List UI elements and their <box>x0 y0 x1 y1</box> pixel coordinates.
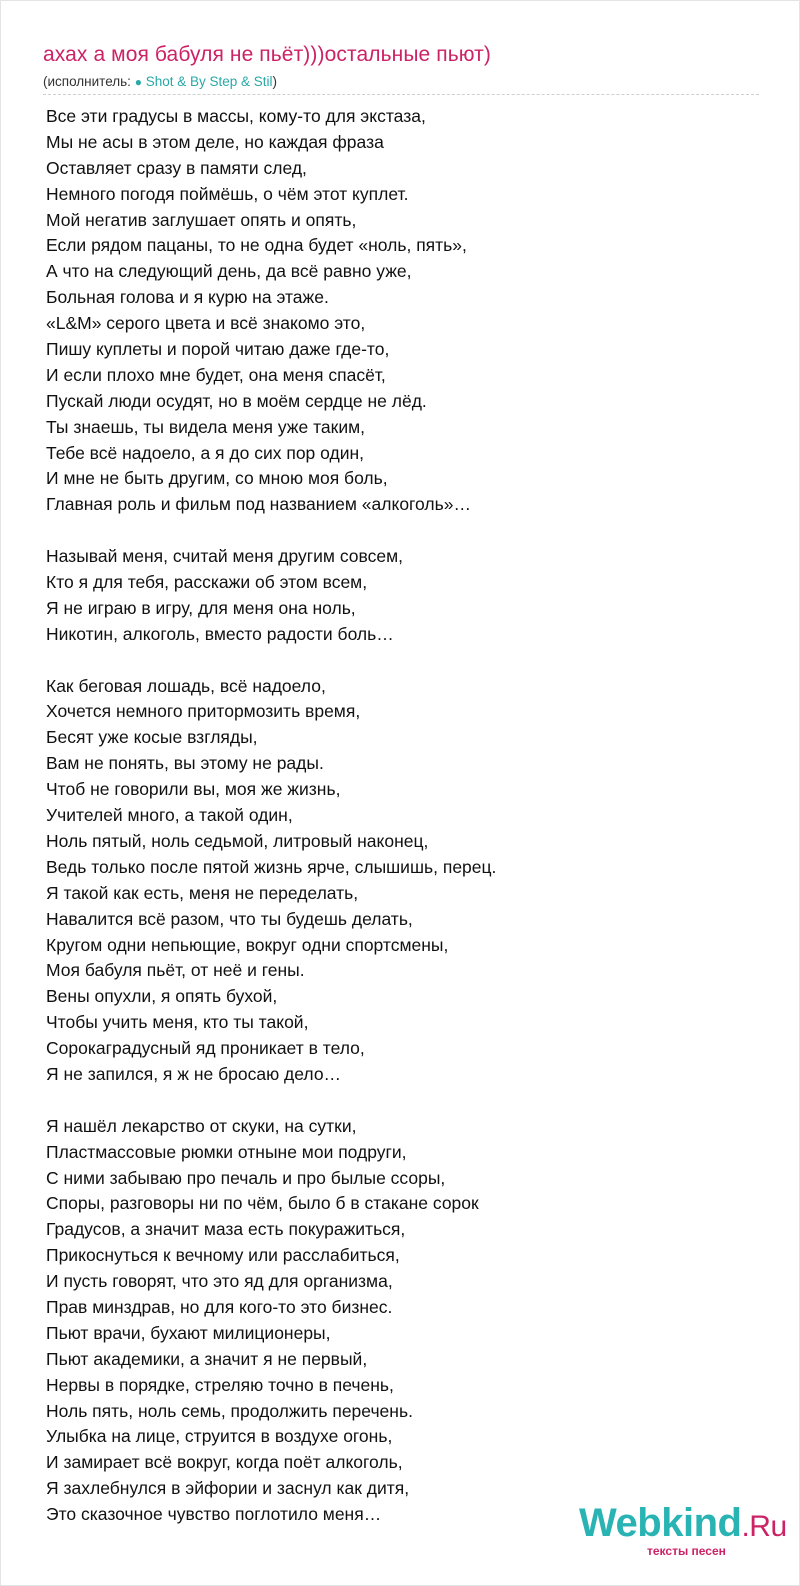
lyric-line: Споры, разговоры ни по чём, было б в стакане сорок <box>46 1193 479 1214</box>
lyric-line: Прикоснуться к вечному или расслабиться, <box>46 1245 400 1266</box>
lyric-line: Чтоб не говорили вы, моя же жизнь, <box>46 779 341 800</box>
lyric-line: Градусов, а значит маза есть покуражиться, <box>46 1219 406 1240</box>
lyric-line: Больная голова и я курю на этаже. <box>46 287 329 308</box>
lyric-line: Называй меня, считай меня другим совсем, <box>46 546 403 567</box>
lyrics-stanza <box>46 544 766 648</box>
lyric-line: Ты знаешь, ты видела меня уже таким, <box>46 416 365 437</box>
lyric-line: Ноль пять, ноль семь, продолжить перечень. <box>46 1400 413 1421</box>
lyric-line: Тебе всё надоело, а я до сих пор один, <box>46 442 365 463</box>
title-divider <box>43 94 759 95</box>
logo-tagline: тексты песен <box>647 1544 726 1558</box>
lyric-line: Пишу куплеты и порой читаю даже где-то, <box>46 339 390 360</box>
lyric-line: Немного погодя поймёшь, о чём этот куплет. <box>46 183 409 204</box>
lyric-line: Кто я для тебя, расскажи об этом всем, <box>46 572 368 593</box>
site-logo[interactable] <box>579 1501 787 1561</box>
lyric-line: Если рядом пацаны, то не одна будет «ноль, пять», <box>46 235 467 256</box>
lyric-line: Навалится всё разом, что ты будешь делать, <box>46 908 413 929</box>
lyrics-stanza <box>46 674 766 1088</box>
lyric-line: И пусть говорят, что это яд для организма, <box>46 1271 393 1292</box>
lyric-line: Главная роль и фильм под названием «алкоголь»… <box>46 494 471 515</box>
lyric-line: Бесят уже косые взгляды, <box>46 727 258 748</box>
lyric-line: Оставляет сразу в памяти след, <box>46 157 307 178</box>
lyric-line: Я такой как есть, меня не переделать, <box>46 882 359 903</box>
lyric-line: Нервы в порядке, стреляю точно в печень, <box>46 1374 394 1395</box>
lyric-line: Это сказочное чувство поглотило меня… <box>46 1504 382 1525</box>
lyric-line: «L&M» серого цвета и всё знакомо это, <box>46 313 366 334</box>
lyrics-stanza <box>46 104 766 518</box>
lyric-line: Прав минздрав, но для кого-то это бизнес. <box>46 1296 393 1317</box>
lyric-line: Сорокаградусный яд проникает в тело, <box>46 1038 365 1059</box>
logo-brand: Webkind <box>579 1501 742 1545</box>
lyric-line: Вены опухли, я опять бухой, <box>46 986 278 1007</box>
lyric-line: Пластмассовые рюмки отныне мои подруги, <box>46 1141 407 1162</box>
bullet-icon: ● <box>134 75 142 89</box>
lyric-line: Кругом одни непьющие, вокруг одни спортсмены, <box>46 934 449 955</box>
lyric-line: Никотин, алкоголь, вместо радости боль… <box>46 623 394 644</box>
lyric-line: Мы не асы в этом деле, но каждая фраза <box>46 131 384 152</box>
artist-suffix: ) <box>272 74 278 89</box>
lyric-line: Все эти градусы в массы, кому-то для экстаза, <box>46 106 426 126</box>
lyric-line: С ними забываю про печаль и про былые ссоры, <box>46 1167 446 1188</box>
lyric-line: Ноль пятый, ноль седьмой, литровый наконец, <box>46 830 429 851</box>
lyric-line: Вам не понять, вы этому не рады. <box>46 753 324 774</box>
lyric-line: А что на следующий день, да всё равно уже, <box>46 261 412 282</box>
lyric-line: Я не запился, я ж не бросаю дело… <box>46 1063 342 1084</box>
artist-line <box>43 74 277 89</box>
lyrics-body <box>46 104 766 1528</box>
lyric-line: Пускай люди осудят, но в моём сердце не лёд. <box>46 390 427 411</box>
lyric-line: Я нашёл лекарство от скуки, на сутки, <box>46 1115 357 1136</box>
song-title: ахах а моя бабуля не пьёт)))остальные пьют) <box>43 43 491 66</box>
lyric-line: Как беговая лошадь, всё надоело, <box>46 675 326 696</box>
lyric-line: Мой негатив заглушает опять и опять, <box>46 209 357 230</box>
lyric-line: И замирает всё вокруг, когда поёт алкоголь, <box>46 1452 403 1473</box>
lyric-line: Чтобы учить меня, кто ты такой, <box>46 1012 309 1033</box>
lyric-line: Пьют академики, а значит я не первый, <box>46 1348 368 1369</box>
artist-prefix: (исполнитель: <box>43 74 131 89</box>
lyric-line: Учителей много, а такой один, <box>46 805 293 826</box>
lyric-line: Я захлебнулся в эйфории и заснул как дитя, <box>46 1478 410 1499</box>
logo-wordmark <box>579 1501 787 1546</box>
lyric-line: Я не играю в игру, для меня она ноль, <box>46 597 356 618</box>
logo-tld: .Ru <box>741 1510 787 1543</box>
lyric-line: Пьют врачи, бухают милиционеры, <box>46 1322 331 1343</box>
lyrics-stanza <box>46 1114 766 1528</box>
lyric-line: И мне не быть другим, со мною моя боль, <box>46 468 388 489</box>
lyric-line: И если плохо мне будет, она меня спасёт, <box>46 364 386 385</box>
lyric-line: Хочется немного притормозить время, <box>46 701 361 722</box>
lyric-line: Улыбка на лице, струится в воздухе огонь, <box>46 1426 393 1447</box>
artist-link[interactable]: Shot & By Step & Stil <box>145 74 273 89</box>
lyric-line: Моя бабуля пьёт, от неё и гены. <box>46 960 305 981</box>
lyric-line: Ведь только после пятой жизнь ярче, слышишь, перец. <box>46 856 497 877</box>
